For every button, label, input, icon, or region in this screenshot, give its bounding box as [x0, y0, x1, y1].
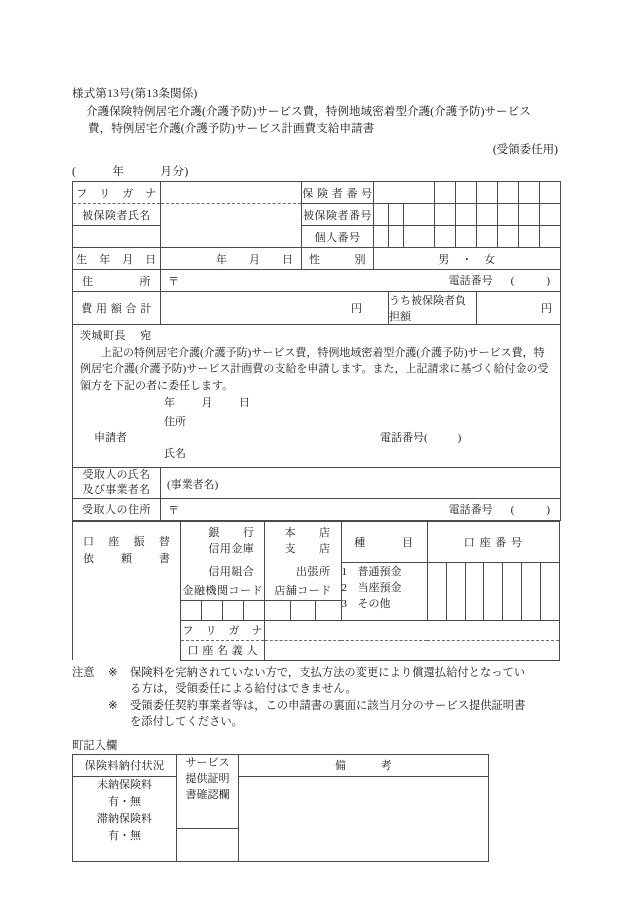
insurer-no-cell-6[interactable]	[519, 182, 540, 204]
insured-no-label: 被保険者番号	[302, 204, 374, 226]
row-cost-total	[73, 292, 561, 325]
row-declaration	[73, 325, 561, 468]
account-kind-num-1: 1	[341, 565, 348, 578]
account-number-grid[interactable]	[427, 562, 559, 620]
declaration-block	[73, 325, 561, 468]
birthdate-label: 生 年 月 日	[73, 248, 161, 270]
town-header-row	[73, 754, 489, 776]
premium-status-header: 保険料納付状況	[73, 754, 177, 776]
insurer-no-cell-7[interactable]	[540, 182, 561, 204]
holder-name-label: 口 座 名 義 人	[181, 640, 265, 660]
branch-code-grid[interactable]	[265, 600, 341, 620]
recipient-tel-open: (	[510, 503, 517, 516]
personal-no-cell-6[interactable]	[519, 226, 540, 248]
branch-code-cell-2[interactable]	[291, 601, 316, 620]
personal-no-cell-1[interactable]	[404, 226, 435, 248]
institution-type-select[interactable]	[181, 521, 265, 562]
note-marker-1: ※	[108, 666, 118, 679]
personal-no-cell-7[interactable]	[540, 226, 561, 248]
unpaid-premium-options[interactable]: 有・無	[108, 795, 141, 808]
bank-section-label-line2	[73, 551, 180, 568]
holder-furigana-input[interactable]	[265, 620, 560, 640]
branch-type-select[interactable]	[265, 521, 341, 562]
institution-code-label: 金融機関コード	[181, 580, 265, 600]
addressee-suffix: 宛	[140, 330, 152, 342]
premium-status-options[interactable]	[73, 776, 177, 861]
row-recipient-address	[73, 498, 561, 520]
note-text-2-line2: を添付してください。	[130, 716, 243, 728]
service-cert-line1: サービス	[185, 756, 230, 769]
remarks-header: 備 考	[239, 754, 489, 776]
account-kind-text-3: その他	[357, 597, 391, 610]
service-cert-check-column[interactable]	[177, 754, 239, 828]
insured-share-unit: 円	[541, 303, 553, 315]
recipient-address-input[interactable]	[161, 498, 561, 520]
usage-note: (受領委任用)	[492, 144, 558, 156]
address-label	[73, 270, 161, 292]
personal-no-cell-b[interactable]	[389, 226, 404, 248]
gender-label	[302, 248, 374, 270]
period-line: ( 年 月分)	[72, 166, 189, 178]
form-title-line1: 介護保険特例居宅介護(介護予防)サービス費，特例地域密着型介護(介護予防)サービス	[86, 106, 531, 118]
account-kind-option-3[interactable]	[342, 596, 427, 612]
recipient-name-hint: (事業者名)	[167, 479, 219, 491]
recipient-postal-icon: 〒	[168, 504, 179, 517]
branch-satellite-cell[interactable]	[265, 562, 341, 580]
address-tel-close: )	[546, 275, 551, 287]
declaration-addressee	[80, 328, 552, 345]
insured-no-cell-1[interactable]	[374, 204, 389, 226]
bank-row-holder-furigana	[73, 620, 560, 640]
note-text-2	[130, 698, 560, 731]
applicant-tel-open: (	[424, 431, 428, 444]
declaration-date-day: 日	[239, 397, 251, 409]
furigana-label: フ リ ガ ナ	[73, 182, 161, 204]
applicant-tel-label: 電話番号	[380, 431, 424, 444]
account-no-cell-6[interactable]	[522, 563, 541, 620]
insurer-no-cell-2[interactable]	[435, 182, 456, 204]
form-sheet	[72, 86, 560, 862]
bank-section-label	[73, 521, 181, 580]
account-no-cell-4[interactable]	[484, 563, 503, 620]
personal-no-cell-2[interactable]	[435, 226, 456, 248]
insured-name-input[interactable]	[161, 204, 302, 248]
applicant-name-label[interactable]: 氏名	[164, 447, 186, 460]
personal-no-cell-a[interactable]	[374, 226, 389, 248]
bank-label-char-7: 書	[158, 552, 171, 565]
recipient-address-label: 受取人の住所	[73, 498, 161, 520]
declaration-date-month: 月	[201, 397, 213, 409]
account-no-cell-7[interactable]	[541, 563, 559, 620]
note-item-2	[72, 698, 560, 731]
account-no-cell-1[interactable]	[428, 563, 447, 620]
account-kind-options[interactable]	[341, 562, 427, 620]
postal-code-icon: 〒	[168, 276, 179, 288]
bank-section-label-spacer	[73, 580, 181, 620]
address-tel-label: 電話番号	[448, 275, 493, 287]
recipient-name-input[interactable]	[161, 467, 561, 498]
account-kind-num-3: 3	[341, 597, 348, 610]
service-cert-line3: 書確認欄	[185, 788, 230, 801]
row-address	[73, 270, 561, 292]
personal-no-cell-4[interactable]	[477, 226, 498, 248]
address-label-right: 所	[139, 275, 151, 288]
recipient-tel[interactable]	[449, 501, 550, 517]
notes-label: 注意	[72, 666, 95, 679]
insured-share-input[interactable]	[477, 292, 561, 325]
personal-no-cell-3[interactable]	[456, 226, 477, 248]
declaration-date-year: 年	[164, 397, 176, 409]
applicant-label: 申請者	[94, 431, 127, 444]
furigana-input[interactable]	[161, 182, 302, 204]
recipient-tel-label: 電話番号	[448, 503, 493, 516]
account-kind-text-1: 普通預金	[357, 565, 402, 578]
branch-code-label: 店舗コード	[265, 580, 341, 600]
row-birth-gender	[73, 248, 561, 270]
cost-total-input[interactable]	[161, 292, 389, 325]
inst-code-cell-4[interactable]	[244, 601, 264, 620]
unpaid-premium-label: 未納保険料	[97, 778, 152, 791]
institution-shinkin: 信用金庫	[208, 542, 255, 555]
town-section-label: 町記入欄	[72, 739, 118, 752]
account-number-header: 口 座 番 号	[427, 521, 559, 562]
account-kind-header: 種 目	[341, 521, 427, 562]
insured-no-cell-4[interactable]	[435, 204, 456, 226]
recipient-name-label-line2: 及び事業者名	[82, 483, 151, 496]
insured-name-label: 被保険者氏名	[73, 204, 161, 226]
insured-person-table	[72, 181, 561, 521]
gender-options[interactable]: 男 ・ 女	[374, 248, 561, 270]
notes-section	[72, 665, 560, 731]
insured-share-label: うち被保険者負担額	[389, 292, 477, 325]
insured-no-cell-6[interactable]	[477, 204, 498, 226]
addressee-name: 茨城町長	[80, 330, 126, 342]
insured-no-cell-7[interactable]	[498, 204, 519, 226]
form-code: 様式第13号(第13条関係)	[72, 88, 198, 100]
service-cert-line2: 提供証明	[185, 772, 230, 785]
account-number-cells[interactable]	[428, 563, 559, 620]
applicant-tel-close: )	[457, 431, 462, 444]
service-cert-check-input[interactable]	[177, 828, 239, 861]
institution-code-cells[interactable]	[181, 601, 264, 620]
bank-transfer-table	[72, 521, 560, 661]
branch-code-cell-1[interactable]	[265, 601, 290, 620]
account-no-cell-5[interactable]	[503, 563, 522, 620]
recipient-name-label	[73, 467, 161, 498]
applicant-address-label[interactable]: 住所	[164, 415, 186, 428]
town-office-table	[72, 754, 489, 862]
note-text-1-line2: る方は，受領委任による給付はできません。	[130, 683, 357, 695]
cost-total-label: 費 用 額 合 計	[73, 292, 161, 325]
town-body-row	[73, 776, 489, 828]
inst-code-cell-3[interactable]	[223, 601, 244, 620]
inst-code-cell-2[interactable]	[202, 601, 223, 620]
bank-label-char-5: 依	[83, 552, 95, 565]
row-recipient-name	[73, 467, 561, 498]
note-text-1-line1: 保険料を完納されていない方で，支払方法の変更により償還払給付となってい	[130, 666, 526, 679]
note-marker-2: ※	[108, 699, 118, 712]
insurer-no-cell-3[interactable]	[456, 182, 477, 204]
note-item-1	[72, 665, 560, 698]
gender-label-right: 別	[354, 253, 366, 266]
insured-name-label-spacer	[73, 226, 161, 248]
insured-no-cell-2[interactable]	[389, 204, 404, 226]
institution-shinkumi: 信用組合	[208, 566, 255, 578]
delinquent-premium-label: 滞納保険料	[97, 812, 152, 825]
account-kind-num-2: 2	[341, 581, 348, 594]
account-kind-option-2[interactable]	[342, 580, 427, 596]
row-furigana-insurer	[73, 182, 561, 204]
personal-no-cell-5[interactable]	[498, 226, 519, 248]
address-tel-open: (	[510, 275, 517, 287]
inst-code-cell-1[interactable]	[181, 601, 202, 620]
branch-head-office: 本 店	[284, 526, 331, 539]
insured-no-cell-9[interactable]	[540, 204, 561, 226]
personal-no-label: 個人番号	[302, 226, 374, 248]
form-title	[72, 104, 560, 138]
declaration-body: 上記の特例居宅介護(介護予防)サービス費，特例地域密着型介護(介護予防)サービス費，特例居宅介護(介護予防)サービス計画費の支給を申請します。また，上記請求に基づく給付金の受領方を下記の者に委任します。	[80, 346, 549, 392]
bank-label-char-2: 座	[108, 535, 120, 548]
address-input[interactable]	[161, 270, 561, 292]
remarks-input[interactable]	[239, 776, 489, 861]
account-kind-text-2: 当座預金	[357, 581, 402, 594]
branch-code-cells[interactable]	[265, 601, 340, 620]
declaration-date[interactable]	[80, 395, 552, 412]
bank-label-char-1: 口	[83, 535, 95, 548]
insured-no-cell-5[interactable]	[456, 204, 477, 226]
account-no-cell-3[interactable]	[466, 563, 485, 620]
account-no-cell-2[interactable]	[447, 563, 466, 620]
insurer-no-cell-4[interactable]	[477, 182, 498, 204]
institution-bank: 銀 行	[208, 526, 255, 539]
address-label-left: 住	[82, 275, 94, 288]
branch-code-cell-3[interactable]	[316, 601, 340, 620]
form-title-line2: 費，特例居宅介護(介護予防)サービス計画費支給申請書	[88, 123, 375, 135]
institution-shinkumi-cell[interactable]	[181, 562, 265, 580]
insured-no-cell-8[interactable]	[519, 204, 540, 226]
branch-satellite: 出張所	[296, 566, 331, 578]
cost-total-unit: 円	[351, 303, 362, 315]
account-kind-option-1[interactable]	[342, 564, 427, 580]
holder-furigana-label: フ リ ガ ナ	[181, 620, 265, 640]
delinquent-premium-options[interactable]: 有・無	[108, 829, 141, 842]
birthdate-hint: 年 月 日	[216, 253, 293, 266]
note-text-2-line1: 受領委任契約事業者等は，この申請書の裏面に該当月分のサービス提供証明書	[130, 699, 526, 712]
birthdate-input[interactable]	[161, 248, 302, 270]
insurer-no-cell-5[interactable]	[498, 182, 519, 204]
branch-office: 支 店	[284, 542, 331, 555]
bank-label-char-6: 頼	[120, 552, 133, 565]
row-personal-number	[73, 226, 561, 248]
institution-code-grid[interactable]	[181, 600, 265, 620]
recipient-name-label-line1: 受取人の氏名	[82, 468, 151, 481]
bank-label-char-3: 振	[133, 535, 145, 548]
bank-section-label-spacer-2	[73, 620, 181, 660]
recipient-tel-close: )	[546, 503, 551, 516]
note-text-1	[130, 665, 560, 698]
row-name-insuredno	[73, 204, 561, 226]
insurer-no-cell-1[interactable]	[374, 182, 435, 204]
address-tel[interactable]	[449, 272, 550, 288]
gender-label-left: 性	[309, 253, 321, 266]
insurer-no-label: 保 険 者 番 号	[302, 182, 374, 204]
holder-name-input[interactable]	[265, 640, 560, 660]
applicant-tel[interactable]	[380, 430, 461, 447]
bank-section-label-line1	[73, 534, 180, 551]
insured-no-cell-3[interactable]	[404, 204, 435, 226]
bank-label-char-4: 替	[158, 535, 171, 548]
bank-row-1	[73, 521, 560, 562]
applicant-block	[80, 413, 552, 463]
